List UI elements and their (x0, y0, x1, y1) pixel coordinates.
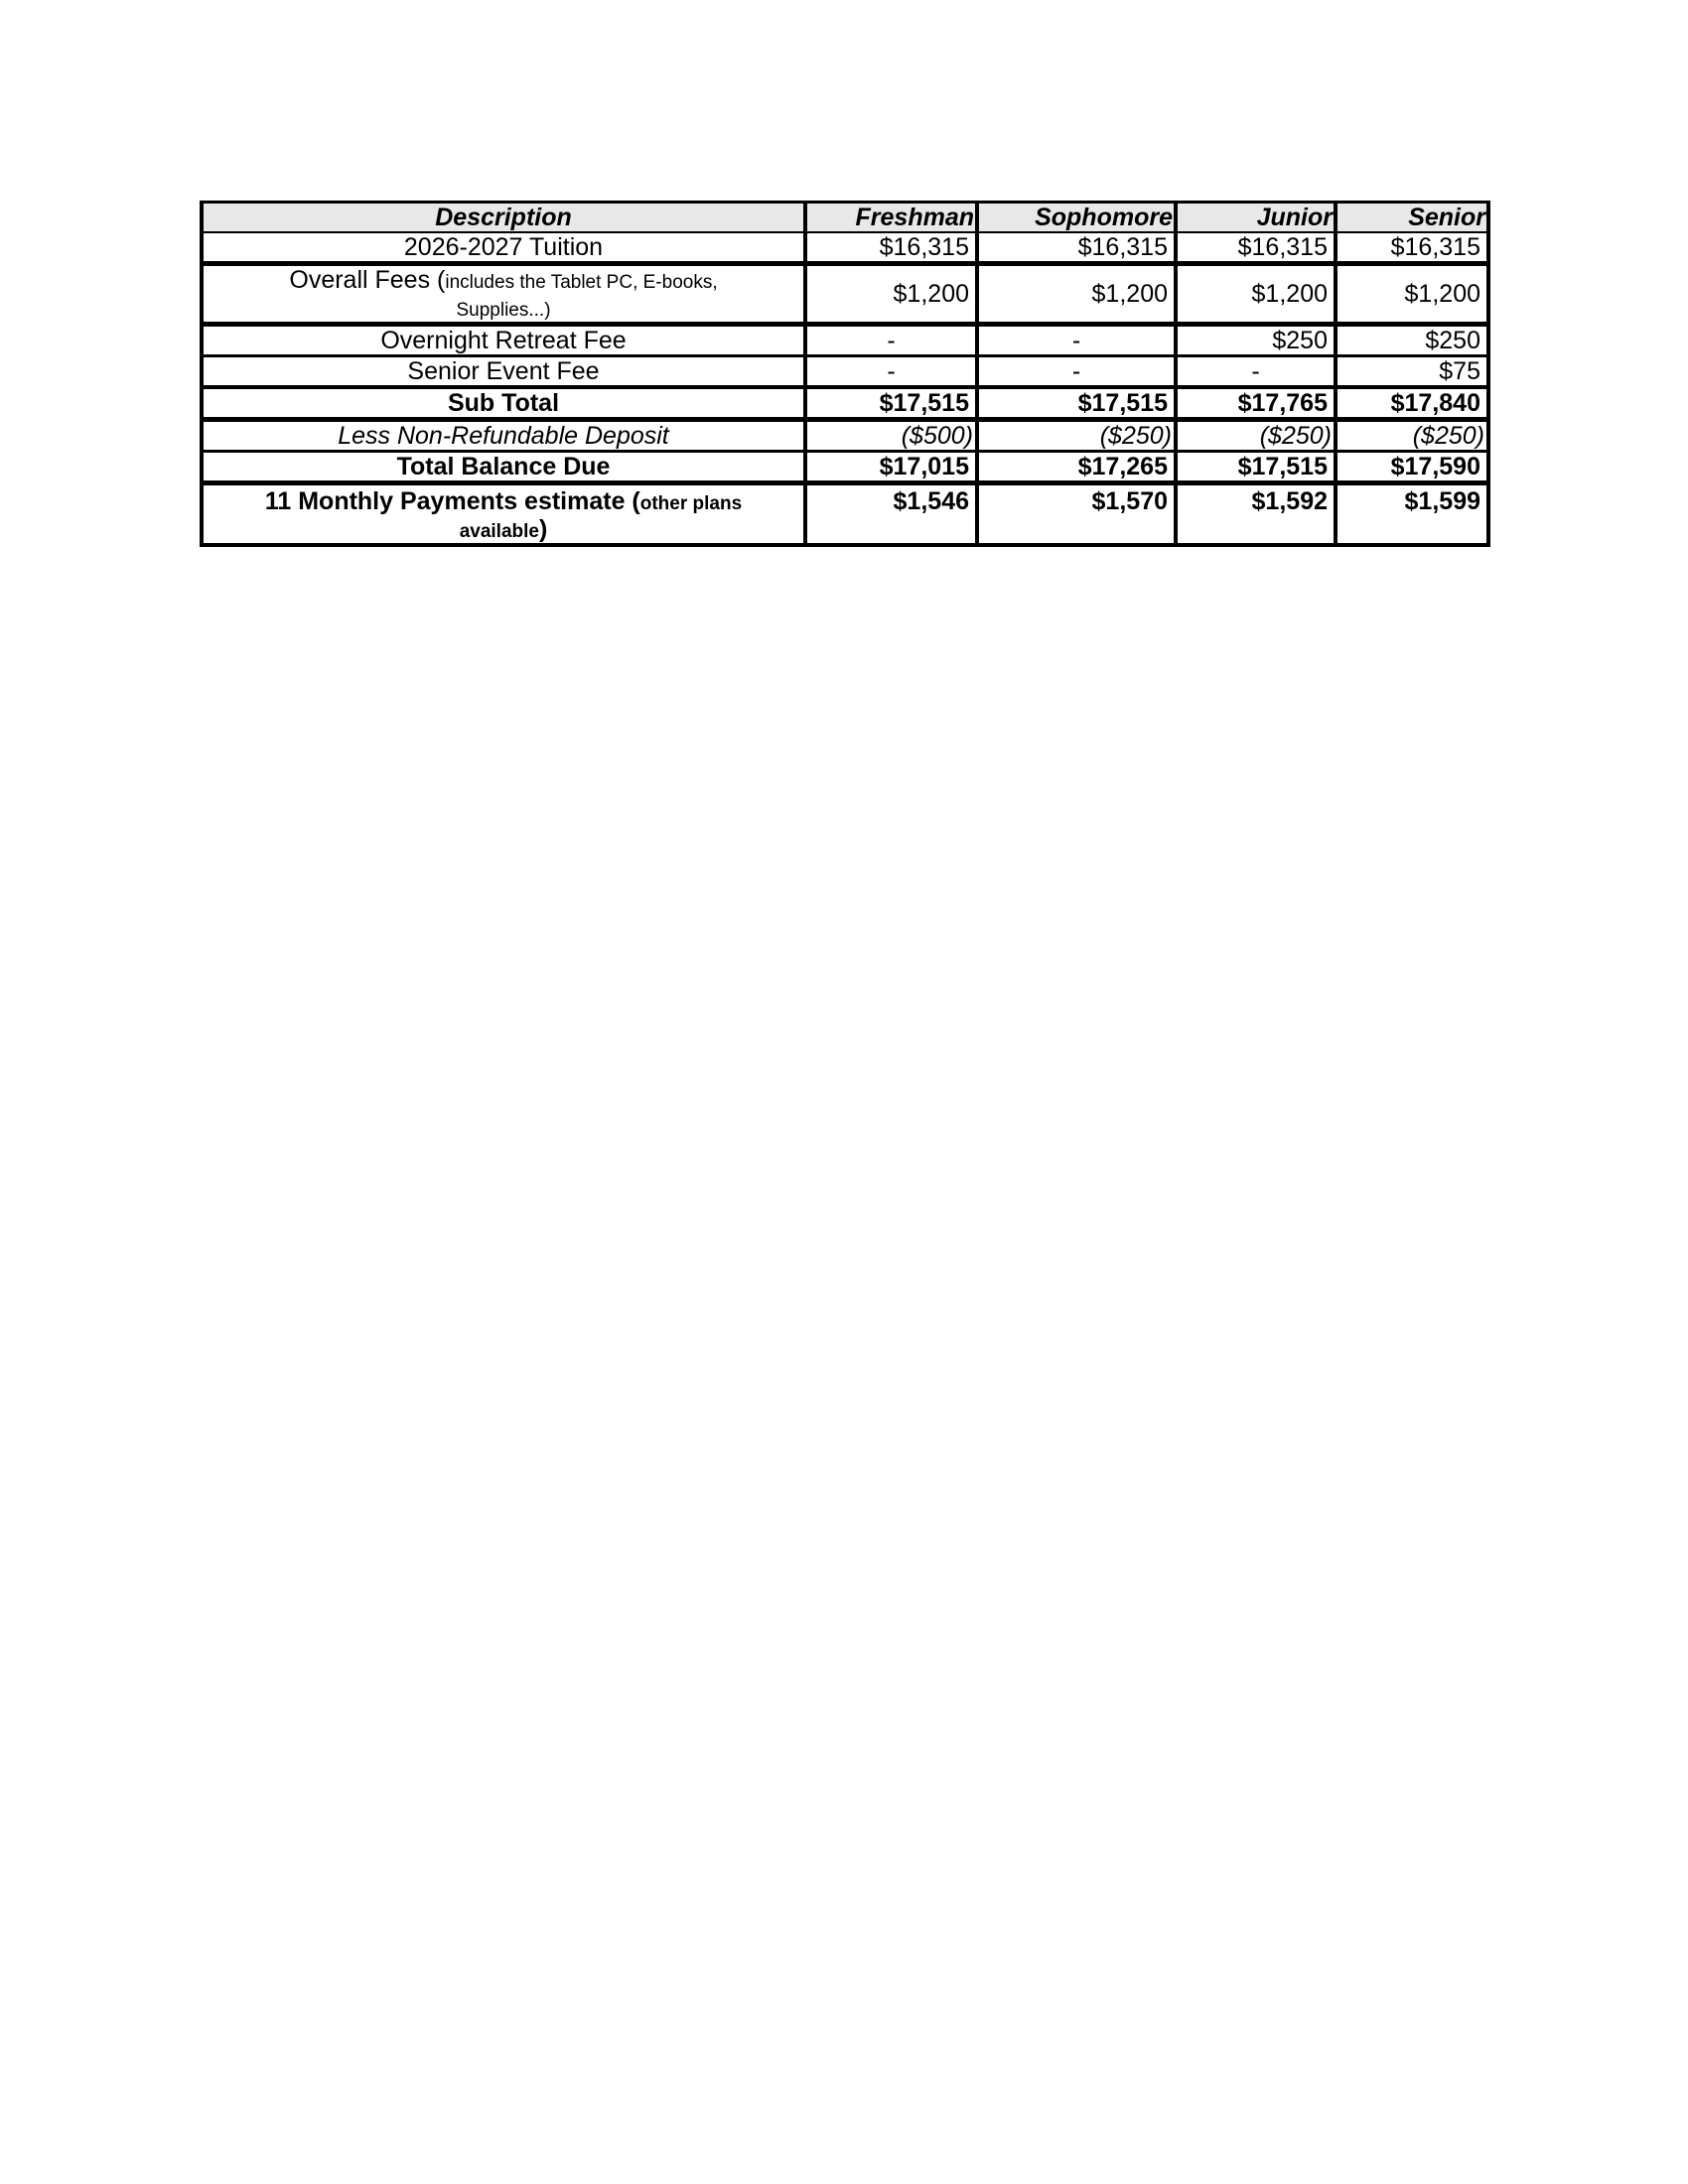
overall-fees-label-detail-line2: Supplies...) (456, 300, 551, 321)
tuition-sophomore-value: $16,315 (977, 232, 1176, 264)
table-row-total-balance (202, 452, 1488, 483)
table-row-sub-total (202, 387, 1488, 420)
overall-fees-freshman-value: $1,200 (805, 264, 977, 325)
overnight-retreat-sophomore-value: - (977, 325, 1176, 356)
deposit-label: Less Non-Refundable Deposit (202, 420, 805, 452)
table-row-monthly-payments (202, 483, 1488, 546)
monthly-payments-label-close-paren: ) (538, 515, 548, 543)
monthly-payments-label-detail-line2: available (459, 521, 539, 542)
overall-fees-label-main: Overall Fees ( (289, 266, 446, 294)
overnight-retreat-freshman-value: - (805, 325, 977, 356)
table-row-tuition (202, 232, 1488, 264)
sub-total-label: Sub Total (202, 387, 805, 420)
senior-event-junior-value: - (1176, 356, 1336, 388)
tuition-fees-table (200, 201, 1490, 547)
monthly-payments-label (202, 483, 805, 546)
overall-fees-label-detail-line1: includes the Tablet PC, E-books, (445, 272, 718, 293)
monthly-payments-sophomore-value: $1,570 (977, 483, 1176, 546)
total-balance-senior-value: $17,590 (1336, 452, 1488, 483)
overnight-retreat-junior-value: $250 (1176, 325, 1336, 356)
overall-fees-sophomore-value: $1,200 (977, 264, 1176, 325)
total-balance-sophomore-value: $17,265 (977, 452, 1176, 483)
senior-event-senior-value: $75 (1336, 356, 1488, 388)
overnight-retreat-label: Overnight Retreat Fee (202, 325, 805, 356)
deposit-senior-value: ($250) (1336, 420, 1488, 452)
total-balance-freshman-value: $17,015 (805, 452, 977, 483)
senior-event-sophomore-value: - (977, 356, 1176, 388)
monthly-payments-junior-value: $1,592 (1176, 483, 1336, 546)
monthly-payments-senior-value: $1,599 (1336, 483, 1488, 546)
deposit-freshman-value: ($500) (805, 420, 977, 452)
overnight-retreat-senior-value: $250 (1336, 325, 1488, 356)
sub-total-freshman-value: $17,515 (805, 387, 977, 420)
overall-fees-senior-value: $1,200 (1336, 264, 1488, 325)
table-row-senior-event (202, 356, 1488, 388)
col-header-senior: Senior (1336, 203, 1488, 233)
total-balance-junior-value: $17,515 (1176, 452, 1336, 483)
monthly-payments-label-main: 11 Monthly Payments estimate ( (264, 487, 640, 515)
tuition-freshman-value: $16,315 (805, 232, 977, 264)
monthly-payments-label-detail-line1: other plans (639, 493, 743, 514)
table-row-overnight-retreat (202, 325, 1488, 356)
deposit-sophomore-value: ($250) (977, 420, 1176, 452)
total-balance-label: Total Balance Due (202, 452, 805, 483)
tuition-junior-value: $16,315 (1176, 232, 1336, 264)
tuition-senior-value: $16,315 (1336, 232, 1488, 264)
table-header-row (202, 203, 1488, 233)
senior-event-freshman-value: - (805, 356, 977, 388)
overall-fees-junior-value: $1,200 (1176, 264, 1336, 325)
sub-total-senior-value: $17,840 (1336, 387, 1488, 420)
col-header-description: Description (202, 203, 805, 233)
overall-fees-label (202, 264, 805, 325)
col-header-junior: Junior (1176, 203, 1336, 233)
table-row-overall-fees (202, 264, 1488, 325)
deposit-junior-value: ($250) (1176, 420, 1336, 452)
tuition-label: 2026-2027 Tuition (202, 232, 805, 264)
senior-event-label: Senior Event Fee (202, 356, 805, 388)
monthly-payments-freshman-value: $1,546 (805, 483, 977, 546)
col-header-freshman: Freshman (805, 203, 977, 233)
sub-total-junior-value: $17,765 (1176, 387, 1336, 420)
table-row-deposit (202, 420, 1488, 452)
col-header-sophomore: Sophomore (977, 203, 1176, 233)
sub-total-sophomore-value: $17,515 (977, 387, 1176, 420)
